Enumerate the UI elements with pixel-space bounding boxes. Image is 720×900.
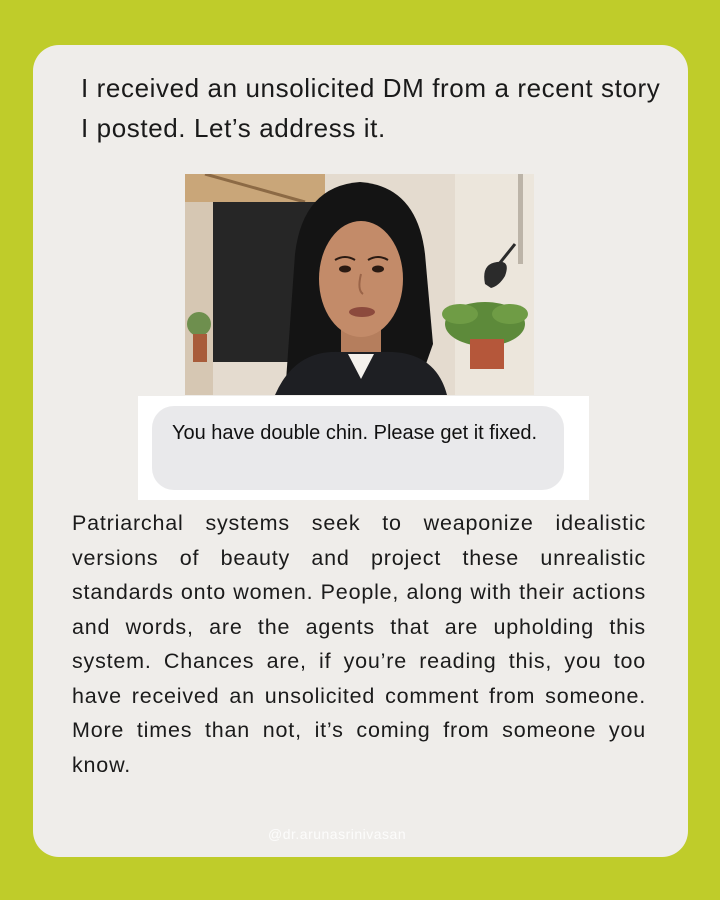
watermark-handle: @dr.arunasrinivasan xyxy=(268,826,407,842)
video-still-photo xyxy=(185,174,534,395)
dm-screenshot xyxy=(138,396,589,500)
post-headline: I received an unsolicited DM from a recent story I posted. Let’s address it. xyxy=(81,73,661,143)
dm-message-bubble: You have double chin. Please get it fixed. xyxy=(152,406,564,490)
post-body-text: Patriarchal systems seek to weaponize idealistic versions of beauty and project these unrealistic standards onto women. People, along with their actions and words, are the agents that are upholding this system. Chances are, if you’re reading this, you too have received an unsolicited comment from someone. More times than not, it’s coming from someone you know. xyxy=(72,511,646,777)
